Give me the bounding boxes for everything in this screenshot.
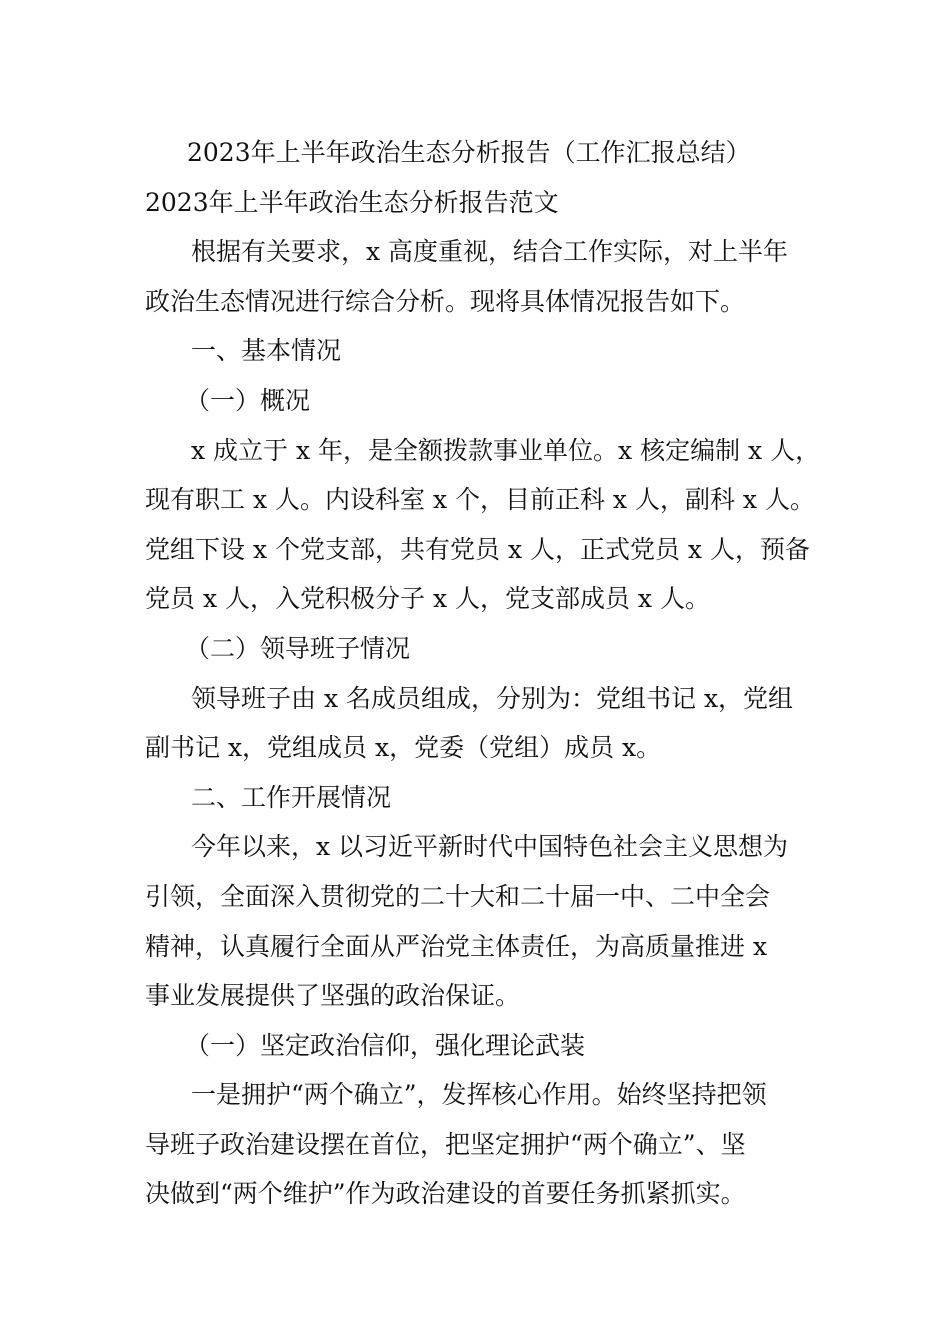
subsection-heading-leadership: （二）领导班子情况: [185, 633, 411, 663]
section-heading-basic: 一、基本情况: [191, 336, 342, 366]
document-subtitle: 2023年上半年政治生态分析报告范文: [145, 187, 559, 217]
subsection-heading-overview: （一）概况: [185, 385, 311, 415]
paragraph-line: 决做到“两个维护”作为政治建设的首要任务抓紧抓实。: [145, 1179, 746, 1209]
subsection-heading-political-belief: （一）坚定政治信仰，强化理论武装: [185, 1030, 586, 1060]
document-body: [145, 128, 821, 1219]
document-title: 2023年上半年政治生态分析报告（工作汇报总结）: [187, 138, 751, 167]
paragraph-line: 今年以来，x 以习近平新时代中国特色社会主义思想为: [191, 832, 789, 862]
paragraph-line: x 成立于 x 年，是全额拨款事业单位。x 核定编制 x 人，: [191, 435, 821, 465]
paragraph-line: 现有职工 x 人。内设科室 x 个，目前正科 x 人，副科 x 人。: [145, 485, 815, 515]
paragraph-line: 党员 x 人，入党积极分子 x 人，党支部成员 x 人。: [145, 584, 710, 614]
paragraph-line: 导班子政治建设摆在首位，把坚定拥护“两个确立”、坚: [145, 1129, 746, 1159]
paragraph-line: 党组下设 x 个党支部，共有党员 x 人，正式党员 x 人，预备: [145, 534, 810, 564]
paragraph-line: 一是拥护“两个确立”，发挥核心作用。始终坚持把领: [191, 1080, 767, 1110]
paragraph-line: 副书记 x，党组成员 x，党委（党组）成员 x。: [145, 733, 662, 763]
intro-line: 政治生态情况进行综合分析。现将具体情况报告如下。: [145, 286, 746, 316]
paragraph-line: 领导班子由 x 名成员组成，分别为：党组书记 x，党组: [191, 683, 794, 713]
paragraph-line: 精神，认真履行全面从严治党主体责任，为高质量推进 x: [145, 931, 768, 961]
paragraph-line: 引领，全面深入贯彻党的二十大和二十届一中、二中全会: [145, 881, 771, 911]
intro-line: 根据有关要求，x 高度重视，结合工作实际，对上半年: [191, 237, 789, 267]
section-heading-work: 二、工作开展情况: [191, 782, 392, 812]
paragraph-line: 事业发展提供了坚强的政治保证。: [145, 981, 521, 1011]
